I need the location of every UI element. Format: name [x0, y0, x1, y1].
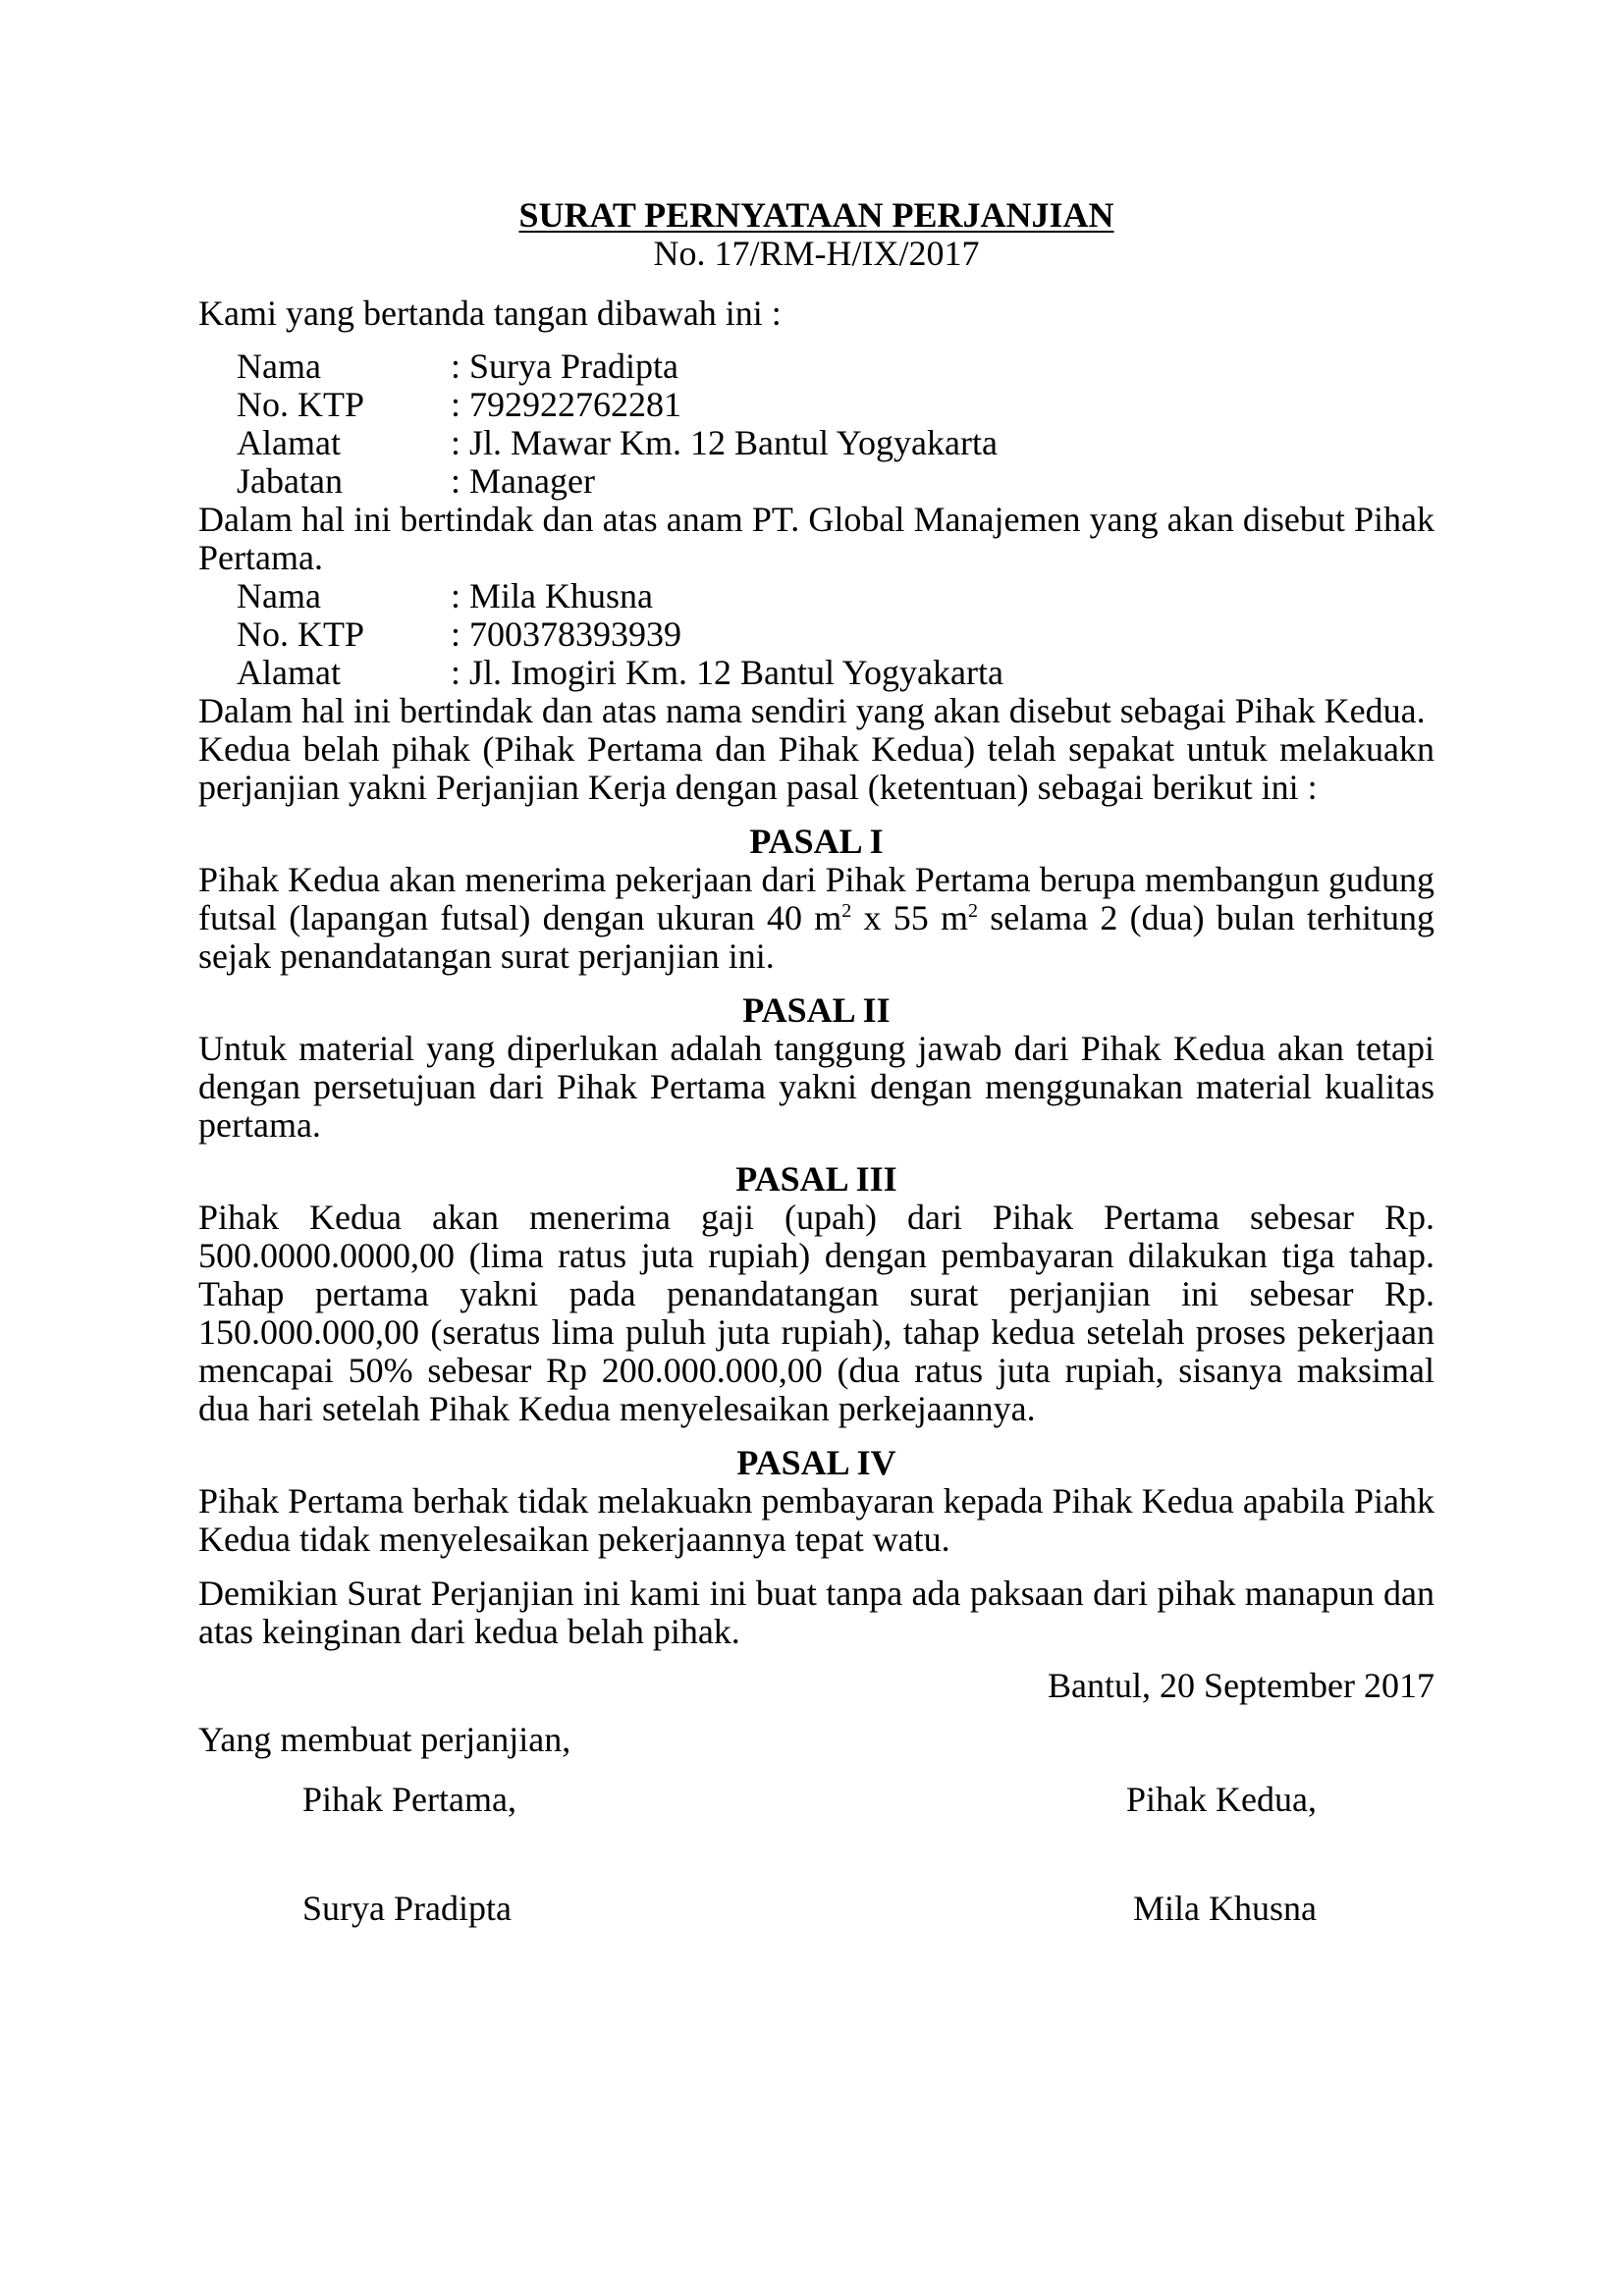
field-value: : Surya Pradipta	[451, 347, 678, 386]
second-party-name: Mila Khusna	[1133, 1889, 1317, 1928]
intro-text: Kami yang bertanda tangan dibawah ini :	[198, 294, 782, 333]
field-value: : 700378393939	[451, 614, 682, 654]
party-two-row	[237, 615, 1434, 654]
superscript: 2	[841, 900, 852, 922]
pasal-2-heading: PASAL II	[742, 990, 891, 1030]
field-value: : Jl. Imogiri Km. 12 Bantul Yogyakarta	[451, 653, 1003, 692]
party-one-row	[237, 424, 1434, 462]
party-two-role: Dalam hal ini bertindak dan atas nama sendiri yang akan disebut sebagai Pihak Kedua.	[198, 691, 1426, 730]
field-label: No. KTP	[237, 385, 365, 424]
closing-text: Demikian Surat Perjanjian ini kami ini buat tanpa ada paksaan dari pihak manapun dan atas keinginan dari kedua belah pihak.	[198, 1574, 1434, 1651]
party-one-details	[237, 347, 1434, 501]
signature-names	[198, 1890, 1434, 1928]
party-two-row	[237, 577, 1434, 615]
pasal-2-body: Untuk material yang diperlukan adalah tanggung jawab dari Pihak Kedua akan tetapi dengan persetujuan dari Pihak Pertama yakni dengan menggunakan material kualitas pertama.	[198, 1029, 1434, 1145]
superscript: 2	[967, 900, 978, 922]
field-label: Nama	[237, 576, 321, 615]
document-number: No. 17/RM-H/IX/2017	[653, 234, 980, 273]
field-value: : 792922762281	[451, 385, 682, 424]
field-value: : Jl. Mawar Km. 12 Bantul Yogyakarta	[451, 423, 998, 462]
document-title: SURAT PERNYATAAN PERJANJIAN	[518, 195, 1114, 235]
field-label: Nama	[237, 347, 321, 386]
maker-line: Yang membuat perjanjian,	[198, 1720, 571, 1759]
first-party-name: Surya Pradipta	[302, 1889, 512, 1928]
first-party-title: Pihak Pertama,	[302, 1780, 516, 1819]
pasal-1-heading: PASAL I	[749, 822, 884, 861]
party-two-row	[237, 654, 1434, 692]
signature-titles	[198, 1781, 1434, 1819]
field-label: Alamat	[237, 423, 341, 462]
place-date: Bantul, 20 September 2017	[1048, 1666, 1434, 1705]
pasal-4-body: Pihak Pertama berhak tidak melakuakn pembayaran kepada Pihak Kedua apabila Piahk Kedua tidak menyelesaikan pekerjaannya tepat watu.	[198, 1481, 1434, 1559]
party-one-row	[237, 462, 1434, 501]
pasal-1-text-a: Pihak Kedua akan menerima pekerjaan dari Pihak Pertama berupa membangun gudung futsal (lapangan futsal) dengan ukuran 40 m	[198, 860, 1434, 937]
field-value: : Manager	[451, 461, 595, 501]
pasal-1-text-b: x 55 m	[851, 898, 968, 937]
pasal-3-heading: PASAL III	[735, 1159, 897, 1199]
pasal-1-body	[198, 861, 1434, 976]
agreement-text: Kedua belah pihak (Pihak Pertama dan Pihak Kedua) telah sepakat untuk melakuakn perjanjian yakni Perjanjian Kerja dengan pasal (ketentuan) sebagai berikut ini :	[198, 729, 1434, 807]
second-party-title: Pihak Kedua,	[1126, 1780, 1317, 1819]
party-one-role: Dalam hal ini bertindak dan atas anam PT. Global Manajemen yang akan disebut Pihak Pertama.	[198, 500, 1434, 577]
party-one-row	[237, 386, 1434, 424]
pasal-4-heading: PASAL IV	[736, 1443, 896, 1482]
field-label: Alamat	[237, 653, 341, 692]
pasal-1-text-c: selama 2 (dua) bulan terhitung sejak penandatangan surat perjanjian ini.	[198, 898, 1434, 976]
field-label: No. KTP	[237, 614, 365, 654]
party-two-details	[237, 577, 1434, 692]
field-label: Jabatan	[237, 461, 343, 501]
field-value: : Mila Khusna	[451, 576, 653, 615]
pasal-3-body: Pihak Kedua akan menerima gaji (upah) dari Pihak Pertama sebesar Rp. 500.0000.0000,00 (lima ratus juta rupiah) dengan pembayaran dilakukan tiga tahap. Tahap pertama yakni pada penandatangan surat perjanjian ini sebesar Rp. 150.000.000,00 (seratus lima puluh juta rupiah), tahap kedua setelah proses pekerjaan mencapai 50% sebesar Rp 200.000.000,00 (dua ratus juta rupiah, sisanya maksimal dua hari setelah Pihak Kedua menyelesaikan perkejaannya.	[198, 1198, 1434, 1428]
party-one-row	[237, 347, 1434, 386]
